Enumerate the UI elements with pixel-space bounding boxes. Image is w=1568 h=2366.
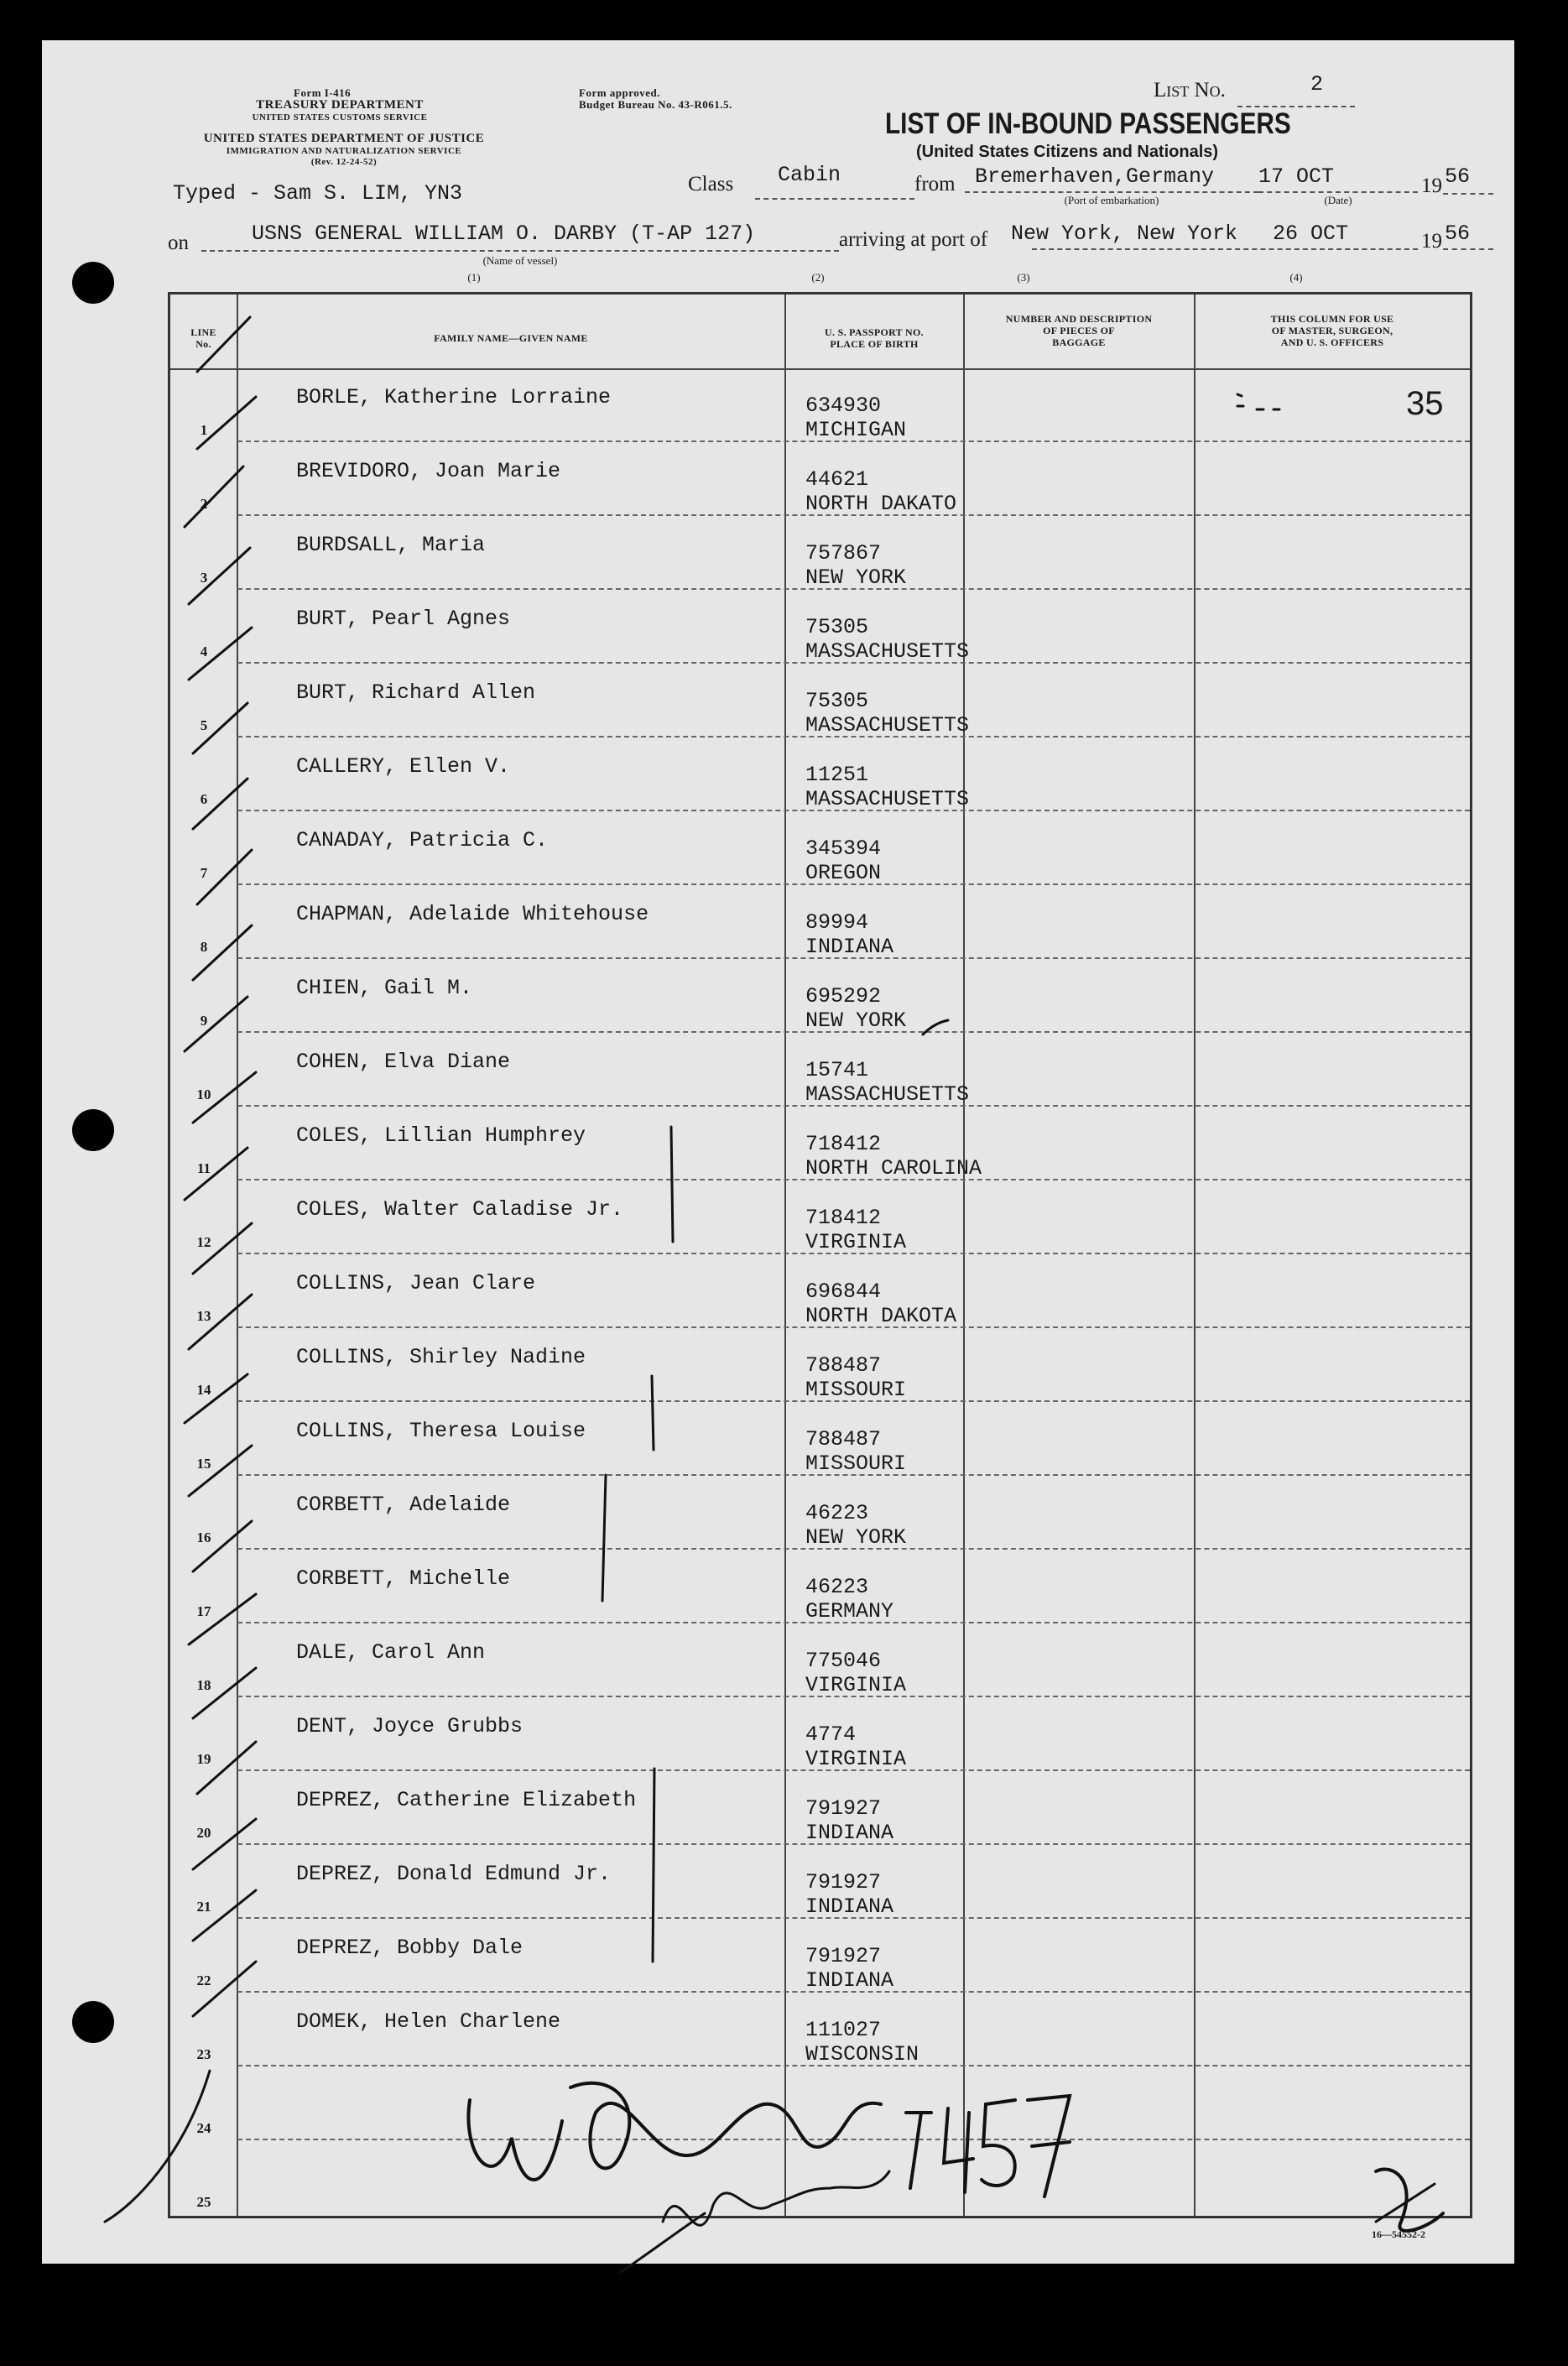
place-of-birth: NORTH DAKATO <box>805 492 957 516</box>
line-number: 2 <box>200 496 208 512</box>
line-number: 20 <box>196 1825 211 1841</box>
place-of-birth: INDIANA <box>805 1894 894 1919</box>
arriving-label: arriving at port of <box>839 228 988 251</box>
passport-number: 11251 <box>805 763 869 787</box>
line-number: 14 <box>196 1382 211 1398</box>
line-number: 16 <box>196 1530 211 1545</box>
line-number: 12 <box>196 1234 211 1250</box>
arrival-port: New York, New York <box>1011 221 1238 246</box>
passenger-name: COLLINS, Theresa Louise <box>296 1419 586 1443</box>
passport-number: 15741 <box>805 1058 869 1082</box>
passport-number: 696844 <box>805 1279 882 1304</box>
line-number: 24 <box>196 2120 211 2136</box>
passport-number: 788487 <box>805 1353 882 1378</box>
treasury-department: TREASURY DEPARTMENT <box>256 98 424 112</box>
line-number: 5 <box>200 717 208 733</box>
place-of-birth: MISSOURI <box>805 1378 907 1402</box>
line-number: 19 <box>196 1751 211 1767</box>
departure-date: 17 OCT <box>1258 164 1335 189</box>
passenger-name: DEPREZ, Catherine Elizabeth <box>296 1788 637 1812</box>
line-number: 15 <box>196 1456 211 1472</box>
officer-note: 35 <box>1406 385 1444 422</box>
line-number: 10 <box>196 1087 211 1102</box>
line-number: 23 <box>196 2046 211 2062</box>
typed-by: Typed - Sam S. LIM, YN3 <box>173 181 463 206</box>
immigration-service: IMMIGRATION AND NATURALIZATION SERVICE <box>226 146 462 156</box>
customs-service: UNITED STATES CUSTOMS SERVICE <box>252 112 428 122</box>
passport-number: 89994 <box>805 910 869 935</box>
passenger-name: BREVIDORO, Joan Marie <box>296 459 561 483</box>
passenger-name: CORBETT, Michelle <box>296 1566 511 1591</box>
form-revision: (Rev. 12-24-52) <box>310 157 378 167</box>
header-officers-column: THIS COLUMN FOR USE OF MASTER, SURGEON, AND U. S. OFFICERS <box>1270 313 1394 348</box>
place-of-birth: VIRGINIA <box>805 1747 907 1771</box>
place-of-birth: OREGON <box>805 861 882 885</box>
passport-number: 4774 <box>805 1722 857 1747</box>
passport-number: 775046 <box>805 1649 882 1673</box>
place-of-birth: GERMANY <box>805 1599 894 1623</box>
passenger-name: COLES, Walter Caladise Jr. <box>296 1197 624 1222</box>
passport-number: 75305 <box>805 689 869 713</box>
passenger-name: BORLE, Katherine Lorraine <box>296 385 612 409</box>
col-caption-1: (1) <box>467 271 481 284</box>
passport-number: 791927 <box>805 1796 882 1821</box>
line-number: 13 <box>196 1308 211 1324</box>
header-line-no: LINE No. <box>190 326 216 350</box>
place-of-birth: NEW YORK <box>805 565 907 590</box>
embarkation-caption: (Port of embarkation) <box>1064 194 1159 206</box>
passenger-name: COLLINS, Shirley Nadine <box>296 1345 586 1369</box>
passport-number: 718412 <box>805 1132 882 1156</box>
passport-number: 75305 <box>805 615 869 639</box>
passenger-name: CHIEN, Gail M. <box>296 976 473 1000</box>
arrival-date: 26 OCT <box>1273 221 1349 246</box>
line-number: 8 <box>200 939 208 955</box>
passenger-name: CANADAY, Patricia C. <box>296 828 549 852</box>
form-footer-code: 16—54552-2 <box>1372 2228 1425 2240</box>
passenger-name: CHAPMAN, Adelaide Whitehouse <box>296 902 649 926</box>
header-passport-birthplace: U. S. PASSPORT NO. PLACE OF BIRTH <box>825 326 924 350</box>
passport-number: 46223 <box>805 1575 869 1599</box>
place-of-birth: MICHIGAN <box>805 418 907 442</box>
departure-year: 56 <box>1445 164 1471 189</box>
passenger-name: BURT, Pearl Agnes <box>296 607 511 631</box>
line-number: 1 <box>200 422 208 438</box>
line-number: 3 <box>200 570 208 586</box>
passenger-name: BURDSALL, Maria <box>296 533 486 557</box>
departure-year-prefix: 19 <box>1421 175 1442 197</box>
passport-number: 791927 <box>805 1870 882 1894</box>
passenger-name: DENT, Joyce Grubbs <box>296 1714 524 1738</box>
place-of-birth: MISSOURI <box>805 1451 907 1476</box>
col-caption-3: (3) <box>1017 271 1030 284</box>
line-number: 6 <box>200 791 208 807</box>
line-number: 22 <box>196 1973 211 1988</box>
place-of-birth: MASSACHUSETTS <box>805 1082 970 1107</box>
list-number: 2 <box>1310 72 1324 96</box>
place-of-birth: VIRGINIA <box>805 1673 907 1697</box>
col-caption-2: (2) <box>811 271 825 284</box>
binder-hole-middle <box>72 1109 114 1151</box>
passport-number: 791927 <box>805 1944 882 1968</box>
passenger-name: DALE, Carol Ann <box>296 1640 486 1665</box>
place-of-birth: INDIANA <box>805 1968 894 1993</box>
place-of-birth: MASSACHUSETTS <box>805 713 970 737</box>
port-of-embarkation: Bremerhaven,Germany <box>975 164 1215 189</box>
place-of-birth: NORTH CAROLINA <box>805 1156 982 1180</box>
class-label: Class <box>688 173 734 195</box>
line-number: 4 <box>200 644 208 659</box>
passport-number: 695292 <box>805 984 882 1008</box>
binder-hole-bottom <box>72 2001 114 2043</box>
place-of-birth: INDIANA <box>805 1821 894 1845</box>
vessel-caption: (Name of vessel) <box>482 254 558 267</box>
class-value: Cabin <box>778 163 841 187</box>
place-of-birth: NEW YORK <box>805 1008 907 1033</box>
place-of-birth: MASSACHUSETTS <box>805 639 970 664</box>
line-number: 11 <box>196 1160 211 1176</box>
budget-bureau: Budget Bureau No. 43-R061.5. <box>579 98 732 111</box>
passenger-name: CORBETT, Adelaide <box>296 1493 511 1517</box>
line-number: 21 <box>196 1899 211 1915</box>
passport-number: 111027 <box>805 2018 882 2042</box>
passenger-name: DEPREZ, Bobby Dale <box>296 1936 524 1960</box>
line-number: 9 <box>200 1013 208 1029</box>
col-caption-4: (4) <box>1289 271 1303 284</box>
header-family-name: FAMILY NAME—GIVEN NAME <box>434 332 588 344</box>
line-number: 17 <box>196 1603 211 1619</box>
passport-number: 44621 <box>805 467 869 492</box>
on-label: on <box>168 232 189 254</box>
place-of-birth: NEW YORK <box>805 1525 907 1550</box>
passenger-name: DOMEK, Helen Charlene <box>296 2009 561 2034</box>
place-of-birth: VIRGINIA <box>805 1230 907 1254</box>
form-approved: Form approved. <box>579 86 661 99</box>
place-of-birth: MASSACHUSETTS <box>805 787 970 811</box>
handwritten-marks <box>42 40 1514 2264</box>
line-number: 18 <box>196 1677 211 1693</box>
passenger-name: COLES, Lillian Humphrey <box>296 1123 586 1148</box>
form-subtitle: (United States Citizens and Nationals) <box>916 143 1219 161</box>
line-number: 7 <box>200 865 208 881</box>
justice-department: UNITED STATES DEPARTMENT OF JUSTICE <box>203 132 485 145</box>
place-of-birth: INDIANA <box>805 935 894 959</box>
date-caption: (Date) <box>1324 194 1352 206</box>
passenger-name: COHEN, Elva Diane <box>296 1050 511 1074</box>
passport-number: 345394 <box>805 836 882 861</box>
binder-hole-top <box>72 262 114 304</box>
passenger-name: CALLERY, Ellen V. <box>296 754 511 779</box>
line-number: 25 <box>196 2194 211 2210</box>
passport-number: 718412 <box>805 1206 882 1230</box>
place-of-birth: WISCONSIN <box>805 2042 919 2066</box>
vessel-name: USNS GENERAL WILLIAM O. DARBY (T-AP 127) <box>252 221 756 246</box>
passport-number: 788487 <box>805 1427 882 1451</box>
from-label: from <box>914 173 956 195</box>
list-no-label: List No. <box>1154 79 1226 102</box>
arrival-year: 56 <box>1445 221 1471 246</box>
passenger-name: COLLINS, Jean Clare <box>296 1271 536 1295</box>
passport-number: 757867 <box>805 541 882 565</box>
form-number: Form I-416 <box>294 86 352 99</box>
form-title: LIST OF IN-BOUND PASSENGERS <box>885 107 1291 140</box>
passenger-name: DEPREZ, Donald Edmund Jr. <box>296 1862 612 1886</box>
passport-number: 634930 <box>805 393 882 418</box>
arrival-year-prefix: 19 <box>1421 230 1442 253</box>
passenger-name: BURT, Richard Allen <box>296 680 536 705</box>
passenger-manifest-page <box>42 40 1514 2264</box>
header-baggage: NUMBER AND DESCRIPTION OF PIECES OF BAGGAGE <box>1005 313 1153 348</box>
passport-number: 46223 <box>805 1501 869 1525</box>
place-of-birth: NORTH DAKOTA <box>805 1304 957 1328</box>
